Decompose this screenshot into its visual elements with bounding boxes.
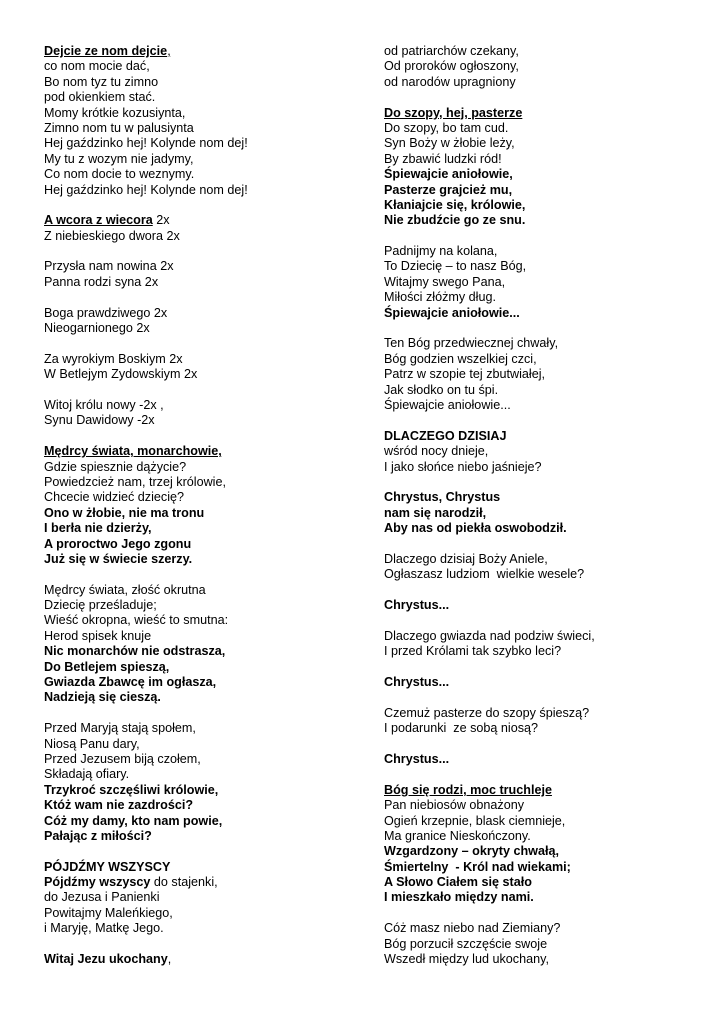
lyric-line: [384, 752, 704, 767]
lyric-text: Bóg się rodzi, moc truchleje: [384, 782, 552, 797]
lyric-line: [384, 275, 704, 290]
lyric-text: Pan niebiosów obnażony: [384, 798, 525, 813]
lyric-line: [44, 275, 344, 290]
lyric-text: Boga prawdziwego 2x: [44, 305, 168, 320]
lyric-line: [44, 444, 344, 459]
lyric-text: Dejcie ze nom dejcie: [44, 44, 168, 58]
stanza-gap: [384, 583, 704, 598]
lyric-text: Bo nom tyz tu zimno: [44, 74, 159, 89]
lyric-text: Mędrcy świata, złość okrutna: [44, 582, 206, 597]
lyric-text: Ogłaszasz ludziom wielkie wesele?: [384, 567, 585, 582]
stanza-gap: [384, 660, 704, 675]
lyric-line: [44, 90, 344, 105]
lyric-text: Niosą Panu dary,: [44, 736, 140, 751]
lyric-text: Trzykroć szczęśliwi królowie,: [44, 782, 219, 797]
lyric-line: [384, 860, 704, 875]
lyric-line: [384, 429, 704, 444]
lyric-line: [384, 59, 704, 74]
lyric-line: [384, 352, 704, 367]
lyric-text: Nadzieją się cieszą.: [44, 690, 161, 705]
lyric-text: Powiedzcież nam, trzej królowie,: [44, 474, 226, 489]
lyric-line: [384, 244, 704, 259]
lyric-text: Patrz w szopie tej zbutwiałej,: [384, 367, 545, 382]
lyric-text: I przed Królami tak szybko leci?: [384, 644, 562, 659]
lyric-text: wśród nocy dnieje,: [384, 444, 489, 459]
lyric-text: Cóż masz niebo nad Ziemiany?: [384, 921, 561, 936]
lyric-line: [384, 521, 704, 536]
lyric-line: [384, 829, 704, 844]
stanza-gap: [44, 290, 344, 305]
lyric-text: I mieszkało między nami.: [384, 890, 534, 905]
lyric-text: Jak słodko on tu śpi.: [384, 382, 499, 397]
lyric-text: Ogień krzepnie, blask ciemnieje,: [384, 813, 566, 828]
lyric-text: Panna rodzi syna 2x: [44, 274, 159, 289]
lyric-line: [44, 521, 344, 536]
lyric-line: [44, 152, 344, 167]
lyric-line: [384, 152, 704, 167]
lyric-text: do Jezusa i Panienki: [44, 890, 160, 905]
lyric-text: Synu Dawidowy -2x: [44, 413, 155, 428]
stanza-gap: [44, 383, 344, 398]
lyric-text: Chrystus...: [384, 598, 450, 613]
lyric-text: od narodów upragniony: [384, 74, 516, 89]
left-column: [44, 44, 344, 967]
lyric-line: [44, 721, 344, 736]
lyric-text: od patriarchów czekany,: [384, 44, 519, 58]
lyric-line: [384, 306, 704, 321]
lyric-line: [384, 629, 704, 644]
lyric-line: [384, 552, 704, 567]
lyric-line: [44, 690, 344, 705]
stanza-gap: [44, 336, 344, 351]
lyric-text: Do szopy, bo tam cud.: [384, 120, 509, 135]
lyric-text: A proroctwo Jego zgonu: [44, 536, 192, 551]
lyric-text: DLACZEGO DZISIAJ: [384, 428, 507, 443]
lyric-text: Ono w żłobie, nie ma tronu: [44, 505, 205, 520]
stanza-gap: [44, 706, 344, 721]
stanza-gap: [384, 413, 704, 428]
lyric-text: Śmiertelny - Król nad wiekami;: [384, 859, 571, 874]
stanza-gap: [44, 429, 344, 444]
lyric-text: Przysła nam nowina 2x: [44, 259, 174, 274]
lyric-text: i Maryję, Matkę Jego.: [44, 921, 164, 936]
lyric-text: co nom mocie dać,: [44, 59, 150, 74]
lyric-line: [44, 183, 344, 198]
lyric-line: [384, 460, 704, 475]
lyric-line: [44, 475, 344, 490]
lyric-line: [384, 198, 704, 213]
stanza-gap: [384, 737, 704, 752]
stanza-gap: [44, 937, 344, 952]
stanza-gap: [44, 198, 344, 213]
lyric-text: Pałając z miłości?: [44, 828, 152, 843]
lyric-line: [44, 860, 344, 875]
lyric-text: Herod spisek knuje: [44, 628, 152, 643]
lyric-text: Już się w świecie szerzy.: [44, 551, 193, 566]
lyric-text: Witajmy swego Pana,: [384, 274, 506, 289]
lyric-text: Do szopy, hej, pasterze: [384, 105, 523, 120]
lyric-text: W Betlejym Zydowskiym 2x: [44, 367, 198, 382]
lyric-line: [44, 798, 344, 813]
lyric-line: [384, 721, 704, 736]
lyric-line: [44, 598, 344, 613]
stanza-gap: [384, 690, 704, 705]
lyric-line: [384, 121, 704, 136]
lyric-line: [44, 460, 344, 475]
lyric-line: [384, 383, 704, 398]
lyric-text: 2x: [152, 213, 170, 228]
lyric-text: I jako słońce niebo jaśnieje?: [384, 459, 542, 474]
lyric-text: Chcecie widzieć dziecię?: [44, 490, 184, 505]
lyric-line: [44, 737, 344, 752]
stanza-gap: [384, 537, 704, 552]
stanza-gap: [384, 906, 704, 921]
lyric-line: [44, 660, 344, 675]
lyric-text: Chrystus...: [384, 675, 450, 690]
lyric-line: [44, 675, 344, 690]
lyric-text: Za wyrokiym Boskiym 2x: [44, 351, 183, 366]
lyric-line: [44, 167, 344, 182]
stanza-gap: [384, 90, 704, 105]
lyric-text: Hej gaździnko hej! Kolynde nom dej!: [44, 136, 248, 151]
stanza-gap: [44, 244, 344, 259]
lyric-line: [384, 183, 704, 198]
lyric-text: Któż wam nie zazdrości?: [44, 798, 194, 813]
lyric-line: [384, 167, 704, 182]
lyric-text: Co nom docie to weznymy.: [44, 167, 195, 182]
lyric-line: [44, 398, 344, 413]
lyric-text: Od proroków ogłoszony,: [384, 59, 519, 74]
lyric-text: Gdzie spiesznie dążycie?: [44, 459, 187, 474]
stanza-gap: [384, 229, 704, 244]
lyric-text: Przed Maryją stają społem,: [44, 721, 196, 736]
lyric-text: Powitajmy Maleńkiego,: [44, 905, 173, 920]
lyric-line: [384, 567, 704, 582]
lyric-text: By zbawić ludzki ród!: [384, 151, 502, 166]
lyric-text: My tu z wozym nie jadymy,: [44, 151, 194, 166]
lyric-line: [44, 906, 344, 921]
lyric-text: Aby nas od piekła oswobodził.: [384, 521, 567, 536]
stanza-gap: [384, 767, 704, 782]
stanza-gap: [384, 475, 704, 490]
lyric-line: [384, 921, 704, 936]
lyric-line: [384, 398, 704, 413]
lyric-text: Wszedł między lud ukochany,: [384, 952, 549, 967]
lyric-text: Śpiewajcie aniołowie...: [384, 305, 520, 320]
lyric-line: [44, 783, 344, 798]
lyric-line: [44, 552, 344, 567]
lyric-line: [44, 537, 344, 552]
lyric-line: [44, 306, 344, 321]
lyric-line: [44, 106, 344, 121]
lyric-text: Czemuż pasterze do szopy śpieszą?: [384, 705, 590, 720]
lyric-text: Do Betlejem spieszą,: [44, 659, 170, 674]
lyric-line: [44, 75, 344, 90]
lyric-line: [44, 413, 344, 428]
lyric-text: PÓJDŹMY WSZYSCY: [44, 859, 171, 874]
lyric-line: [44, 829, 344, 844]
lyric-text: pod okienkiem stać.: [44, 90, 156, 105]
lyric-line: [44, 506, 344, 521]
lyric-line: [44, 44, 344, 59]
lyric-line: [384, 675, 704, 690]
lyric-text: Z niebieskiego dwora 2x: [44, 228, 180, 243]
lyric-text: Śpiewajcie aniołowie...: [384, 397, 511, 412]
lyric-text: Momy krótkie kozusiynta,: [44, 105, 186, 120]
stanza-gap: [384, 321, 704, 336]
right-column: [384, 44, 704, 967]
lyric-text: Bóg porzucił szczęście swoje: [384, 936, 548, 951]
lyric-text: ,: [167, 952, 172, 967]
lyric-text: Dlaczego dzisiaj Boży Aniele,: [384, 551, 548, 566]
lyric-text: Padnijmy na kolana,: [384, 244, 498, 259]
lyric-text: Ten Bóg przedwiecznej chwały,: [384, 336, 559, 351]
lyric-text: Witoj królu nowy -2x ,: [44, 397, 164, 412]
lyric-line: [384, 336, 704, 351]
lyric-text: Wzgardzony – okryty chwałą,: [384, 844, 559, 859]
lyric-line: [44, 752, 344, 767]
lyric-line: [44, 59, 344, 74]
lyric-line: [44, 921, 344, 936]
lyric-line: [44, 890, 344, 905]
lyric-line: [44, 229, 344, 244]
lyric-line: [44, 583, 344, 598]
lyric-text: A wcora z wiecora: [44, 213, 153, 228]
lyric-line: [384, 706, 704, 721]
lyric-line: [384, 937, 704, 952]
lyric-text: I podarunki ze sobą niosą?: [384, 721, 539, 736]
lyric-text: Przed Jezusem biją czołem,: [44, 751, 201, 766]
lyric-text: Zimno nom tu w palusiynta: [44, 120, 194, 135]
stanza-gap: [44, 567, 344, 582]
lyric-text: Nic monarchów nie odstrasza,: [44, 644, 226, 659]
lyric-text: I berła nie dzierży,: [44, 521, 152, 536]
lyric-text: Ma granice Nieskończony.: [384, 828, 531, 843]
stanza-gap: [44, 844, 344, 859]
lyric-text: Śpiewajcie aniołowie,: [384, 167, 513, 182]
lyric-text: Cóż my damy, kto nam powie,: [44, 813, 223, 828]
lyric-line: [44, 875, 344, 890]
lyric-line: [44, 367, 344, 382]
lyric-text: do stajenki,: [150, 875, 218, 890]
lyric-text: To Dziecię – to nasz Bóg,: [384, 259, 527, 274]
lyric-text: Kłaniajcie się, królowie,: [384, 197, 526, 212]
lyric-text: Dziecię prześladuje;: [44, 598, 157, 613]
lyric-line: [44, 259, 344, 274]
lyric-text: Chrystus, Chrystus: [384, 490, 501, 505]
lyric-line: [44, 321, 344, 336]
lyric-line: [384, 814, 704, 829]
lyric-line: [384, 106, 704, 121]
lyric-line: [44, 136, 344, 151]
lyric-line: [384, 213, 704, 228]
lyric-line: [384, 844, 704, 859]
lyric-text: nam się narodził,: [384, 505, 487, 520]
lyric-line: [44, 767, 344, 782]
lyric-text: Witaj Jezu ukochany: [44, 952, 168, 967]
lyric-line: [384, 444, 704, 459]
lyric-line: [384, 890, 704, 905]
stanza-gap: [384, 613, 704, 628]
lyric-text: Gwiazda Zbawcę im ogłasza,: [44, 675, 217, 690]
lyric-line: [384, 490, 704, 505]
lyric-text: Nie zbudźcie go ze snu.: [384, 213, 526, 228]
lyric-line: [44, 121, 344, 136]
lyric-line: [44, 213, 344, 228]
lyric-line: [44, 490, 344, 505]
lyric-line: [384, 367, 704, 382]
lyric-line: [384, 290, 704, 305]
lyric-line: [384, 783, 704, 798]
lyric-text: Mędrcy świata, monarchowie,: [44, 444, 222, 459]
lyric-text: Nieogarnionego 2x: [44, 321, 150, 336]
lyric-line: [384, 44, 704, 59]
lyric-text: Chrystus...: [384, 751, 450, 766]
lyric-line: [44, 814, 344, 829]
lyric-line: [44, 629, 344, 644]
lyric-line: [384, 875, 704, 890]
lyric-line: [384, 259, 704, 274]
lyric-text: Dlaczego gwiazda nad podziw świeci,: [384, 628, 595, 643]
lyric-line: [44, 952, 344, 967]
lyric-line: [44, 352, 344, 367]
lyric-line: [384, 644, 704, 659]
lyric-line: [384, 798, 704, 813]
lyric-line: [384, 952, 704, 967]
lyric-line: [44, 613, 344, 628]
lyric-text: Hej gaździnko hej! Kolynde nom dej!: [44, 182, 248, 197]
lyric-text: Syn Boży w żłobie leży,: [384, 136, 515, 151]
lyric-line: [384, 75, 704, 90]
lyric-text: ,: [167, 44, 171, 58]
lyric-text: Pasterze grajcież mu,: [384, 182, 513, 197]
lyric-line: [44, 644, 344, 659]
lyric-text: A Słowo Ciałem się stało: [384, 875, 532, 890]
lyric-text: Bóg godzien wszelkiej czci,: [384, 351, 537, 366]
lyric-line: [384, 136, 704, 151]
lyric-line: [384, 598, 704, 613]
lyric-text: Składają ofiary.: [44, 767, 130, 782]
lyric-text: Wieść okropna, wieść to smutna:: [44, 613, 229, 628]
lyric-text: Pójdźmy wszyscy: [44, 875, 151, 890]
lyric-text: Miłości złóżmy dług.: [384, 290, 496, 305]
lyric-line: [384, 506, 704, 521]
